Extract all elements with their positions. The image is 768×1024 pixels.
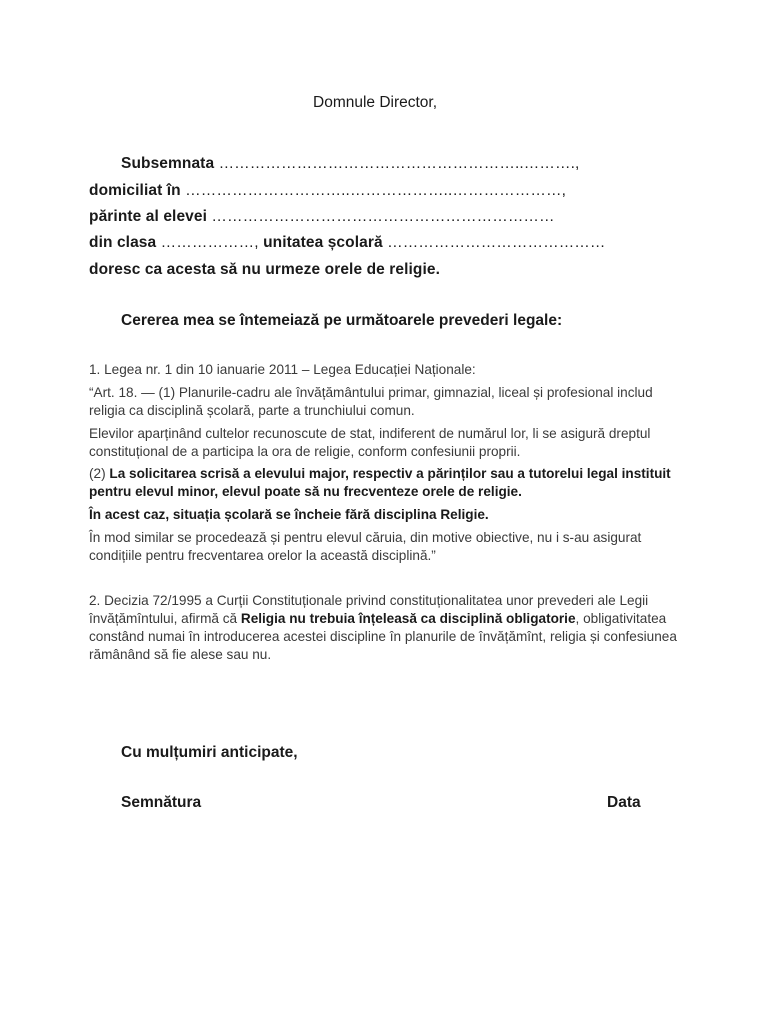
law2-text-after: , obligativitatea constând numai în introducerea acestei discipline în planurile de învățămînt, religia și confesiunea rămânând să fie alese sau nu. (89, 611, 677, 662)
law2-text-before: 2. Decizia 72/1995 a Curții Constituționale privind constituționalitatea unor prevederi ale Legii învățămîntului, afirmă că (89, 593, 649, 626)
law1-art18-paragraph-2: Elevilor aparținând cultelor recunoscute de stat, indiferent de numărul lor, li se asigură dreptul constituțional de a participa la ora de religie, conform confesiunii proprii. (89, 426, 651, 459)
request-statement: doresc ca acesta să nu urmeze orele de religie. (89, 261, 441, 278)
law1-art18-paragraph-3 (89, 465, 689, 501)
grounds-heading: Cererea mea se întemeiază pe următoarele prevederi legale: (121, 312, 563, 329)
fill-label: din clasa (89, 234, 157, 251)
fill-line-class-school (89, 234, 606, 252)
fill-dots: …………………………………………………..………., (214, 155, 580, 172)
law1-art18-prefix: (2) (89, 466, 110, 481)
fill-label-school: unitatea școlară (258, 234, 383, 251)
law1-art18-bold-text: La solicitarea scrisă a elevului major, respectiv a părinților sau a tutorelui legal instituit pentru elevul minor, elevul poate să nu frecventeze orele de religie. (89, 466, 671, 499)
law2-paragraph (89, 592, 689, 664)
law1-art18-paragraph-4 (89, 506, 689, 524)
fill-dots: ………………………………………………………… (207, 208, 555, 225)
law1-art18-bold-text-2: În acest caz, situația școlară se încheie fără disciplina Religie. (89, 507, 489, 522)
law1-art18-paragraph-5: În mod similar se procedează și pentru elevul căruia, din motive obiective, nu i s-au asigurat condițiile pentru frecventarea orelor la această disciplină.” (89, 530, 642, 563)
fill-line-address (89, 182, 566, 200)
fill-line-request (89, 261, 440, 279)
law1-art18-paragraph-1: “Art. 18. — (1) Planurile-cadru ale învățământului primar, gimnazial, liceal și profesional includ religia ca disciplină școlară, parte a trunchiului comun. (89, 385, 653, 418)
law2-text-bold: Religia nu trebuia înțeleasă ca disciplină obligatorie (240, 611, 576, 626)
law1-title: 1. Legea nr. 1 din 10 ianuarie 2011 – Legea Educației Naționale: (89, 362, 476, 377)
date-label: Data (607, 794, 641, 811)
fill-dots: …………………………..………………..…………………, (180, 182, 566, 199)
fill-dots-school: …………………………………… (382, 234, 606, 251)
fill-label: părinte al elevei (89, 208, 208, 225)
salutation: Domnule Director, (313, 94, 438, 111)
fill-line-parent (89, 208, 555, 226)
fill-line-name (89, 155, 579, 173)
fill-label: Subsemnata (121, 155, 215, 172)
fill-dots: ………………, (156, 234, 259, 251)
signature-label: Semnătura (121, 794, 202, 811)
fill-label: domiciliat în (89, 182, 181, 199)
closing-line: Cu mulțumiri anticipate, (121, 744, 298, 761)
